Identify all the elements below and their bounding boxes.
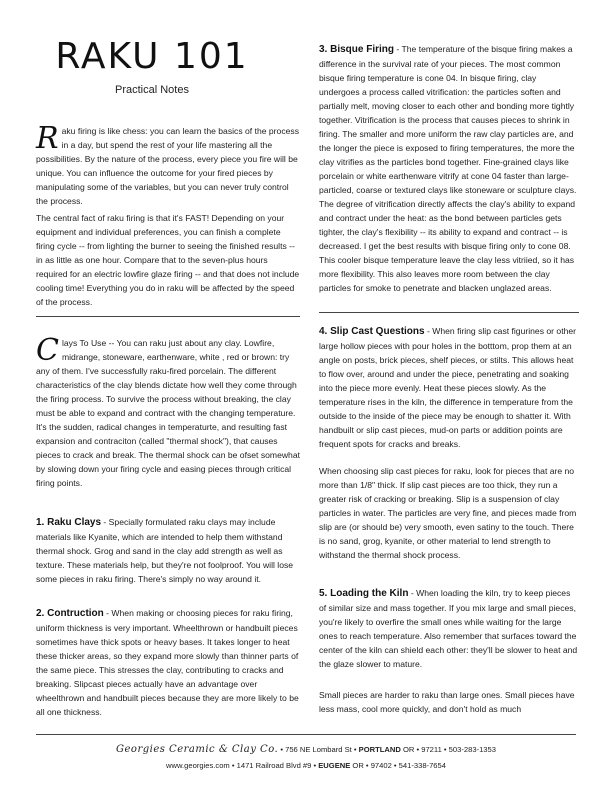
intro-text-1: aku firing is like chess: you can learn the basics of the process in a day, but spend the rest of your life mastering all the possibilities. By the nature of the process, every piece you fire will be unique. You can influence the outcome for your fired pieces by manipulating some of the variables, but you can never truly control the process. xyxy=(36,126,299,206)
construction-text: - When making or choosing pieces for raku firing, uniform thickness is very important. Wheelthrown or handbuilt pieces sometimes have thick spots or heavy bases. It takes longer to heat these thicker areas, so they expand more slowly than thinner parts of the same piece. This stresses the clay, contributing to cracks and breaking. Slipcast pieces actually have an advantage over wheelthrown and handbuilt pieces because they are more likely to be all one thickness. xyxy=(36,608,299,717)
section-bisque xyxy=(319,42,579,295)
intro-text-2: The central fact of raku firing is that it's FAST! Depending on your equipment and individual preferences, you can finish a complete firing cycle -- from lighting the burner to seeing the finished results -- in as little as one hour. Compare that to the seven-plus hours required for an electric lowfire glaze firing -- and that does not include cooling time! Everything you do in raku will be affected by the speed of the process. xyxy=(36,213,300,307)
section-construction xyxy=(36,606,300,719)
section-slip-cast xyxy=(319,324,579,451)
footer-city-portland: PORTLAND xyxy=(358,745,401,754)
footer-address-portland: • 756 NE Lombard St • xyxy=(278,745,359,754)
clays-paragraph xyxy=(36,333,300,490)
page-subtitle: Practical Notes xyxy=(115,84,189,96)
heading-bisque-firing: 3. Bisque Firing xyxy=(319,44,395,55)
page-title: RAKU 101 xyxy=(55,36,249,77)
section-divider xyxy=(36,316,300,317)
heading-slip-cast: 4. Slip Cast Questions xyxy=(319,326,425,337)
footer-rule xyxy=(36,734,576,735)
loading-text: - When loading the kiln, try to keep pieces of similar size and mass together. If you mix large and small pieces, you're likely to overfire the small ones while waiting for the large ones to reach temperature. Also remember that surfaces toward the center of the kiln can shield each other: they'll be slower to heat and the glaze slower to mature. xyxy=(319,588,578,669)
dropcap-c: C xyxy=(36,333,59,368)
section-divider xyxy=(319,312,579,313)
loading-paragraph-2 xyxy=(319,688,579,716)
heading-raku-clays: 1. Raku Clays xyxy=(36,517,102,528)
raku-clays-text: - Specially formulated raku clays may include materials like Kyanite, which are intended to help them withstand thermal shock. Grog and sand in the clay add strength as well as texture. These materials help, but they're not foolproof. You will lose some pieces in raku firing. There's simply no way around it. xyxy=(36,517,294,584)
bisque-text: - The temperature of the bisque firing makes a difference in the survival rate of your pieces. The most common bisque firing temperature is cone 04. In bisque firing, clay undergoes a process called vitrification: the particles soften and partially melt, moving closer to each other and bonding more tightly together. Vitrification is the process that causes pieces to shrink in firing. The smaller and more uniform the raw clay particles are, and the longer the piece is exposed to firing temperatures, the more the clay vitrifies as the particles bond together. Fine-grained clays like porcelain or white earthenware vitrify at cone 04 faster than large-particled, coarse or textured clays like stoneware or sculpture clays. The degree of vitrification directly affects the clay's ability to expand and contract under the heat: as the bond between particles gets tighter, the clay's flexibility -- its ability to expand and contract -- is decreased. I get the best results with bisque firing only to cone 08. This cooler bisque temperature leave the clay less vitriied, so it has more flexibility. This also leaves more room between the clay particles for smoke to penetrate and blacken unglazed areas. xyxy=(319,44,577,293)
slip-cast-text: - When firing slip cast figurines or other large hollow pieces with pour holes in the botttom, prop them at an angle on posts, brick pieces, shelf pieces, or stilts. This allows heat to flow over, around and under the piece, penetrating and soaking into the piece more evenly. Heat these pieces slowly. As the temperature rises in the kiln, the difference in temperature from the outside to the inside of the piece may be enough to shatter it. With handbuilt or slip cast pieces, mud-on parts or addition points are frequent spots for cracks and breaks. xyxy=(319,326,576,449)
slip-cast-text-2: When choosing slip cast pieces for raku, look for pieces that are no more than 1/8" thick. If slip cast pieces are too thick, they run a greater risk of cracking or breaking. Slip is a suspension of clay particles in water. The particles are very fine, and pieces made from slip are (or should be) very smooth, even satiny to the touch. There is no sand, grog, kyanite, or other material to lend strength to withstand the thermal shock process. xyxy=(319,466,577,560)
loading-text-2: Small pieces are harder to raku than large ones. Small pieces have less mass, cool more quickly, and don't hold as much xyxy=(319,690,575,714)
footer-phone-eugene: OR • 97402 • 541-338-7654 xyxy=(350,761,446,770)
intro-paragraph-2 xyxy=(36,211,300,309)
intro-paragraph-1 xyxy=(36,121,300,208)
dropcap-r: R xyxy=(36,121,59,156)
clays-text: lays To Use -- You can raku just about any clay. Lowfire, midrange, stoneware, earthenware, white , red or brown: try any of them. I've successfully raku-fired porcelain. The different characteristics of the clay blends dictate how well they come through the firing process. To survive the process without breaking, the clay must be able to expand and contract with the changing temperature. It's the sudden, radical changes in temperaturte, and resulting fast expansion and contraciton (called "thermal shock"), that causes pieces to crack and break. The thermal shock can be ofset somewhat by slowing down your firing cycle and easing pieces through critical firing points. xyxy=(36,338,300,488)
footer-line-2 xyxy=(0,761,612,770)
footer-phone-portland: OR • 97211 • 503-283-1353 xyxy=(400,745,496,754)
company-name: Georgies Ceramic & Clay Co. xyxy=(116,744,279,755)
slip-cast-paragraph-2 xyxy=(319,464,579,562)
footer-line-1 xyxy=(0,744,612,755)
footer-city-eugene: EUGENE xyxy=(318,761,351,770)
heading-construction: 2. Contruction xyxy=(36,608,104,619)
heading-loading-kiln: 5. Loading the Kiln xyxy=(319,588,409,599)
section-raku-clays xyxy=(36,515,300,586)
footer-address-eugene: www.georgies.com • 1471 Railroad Blvd #9 • xyxy=(166,761,319,770)
section-loading xyxy=(319,586,579,671)
